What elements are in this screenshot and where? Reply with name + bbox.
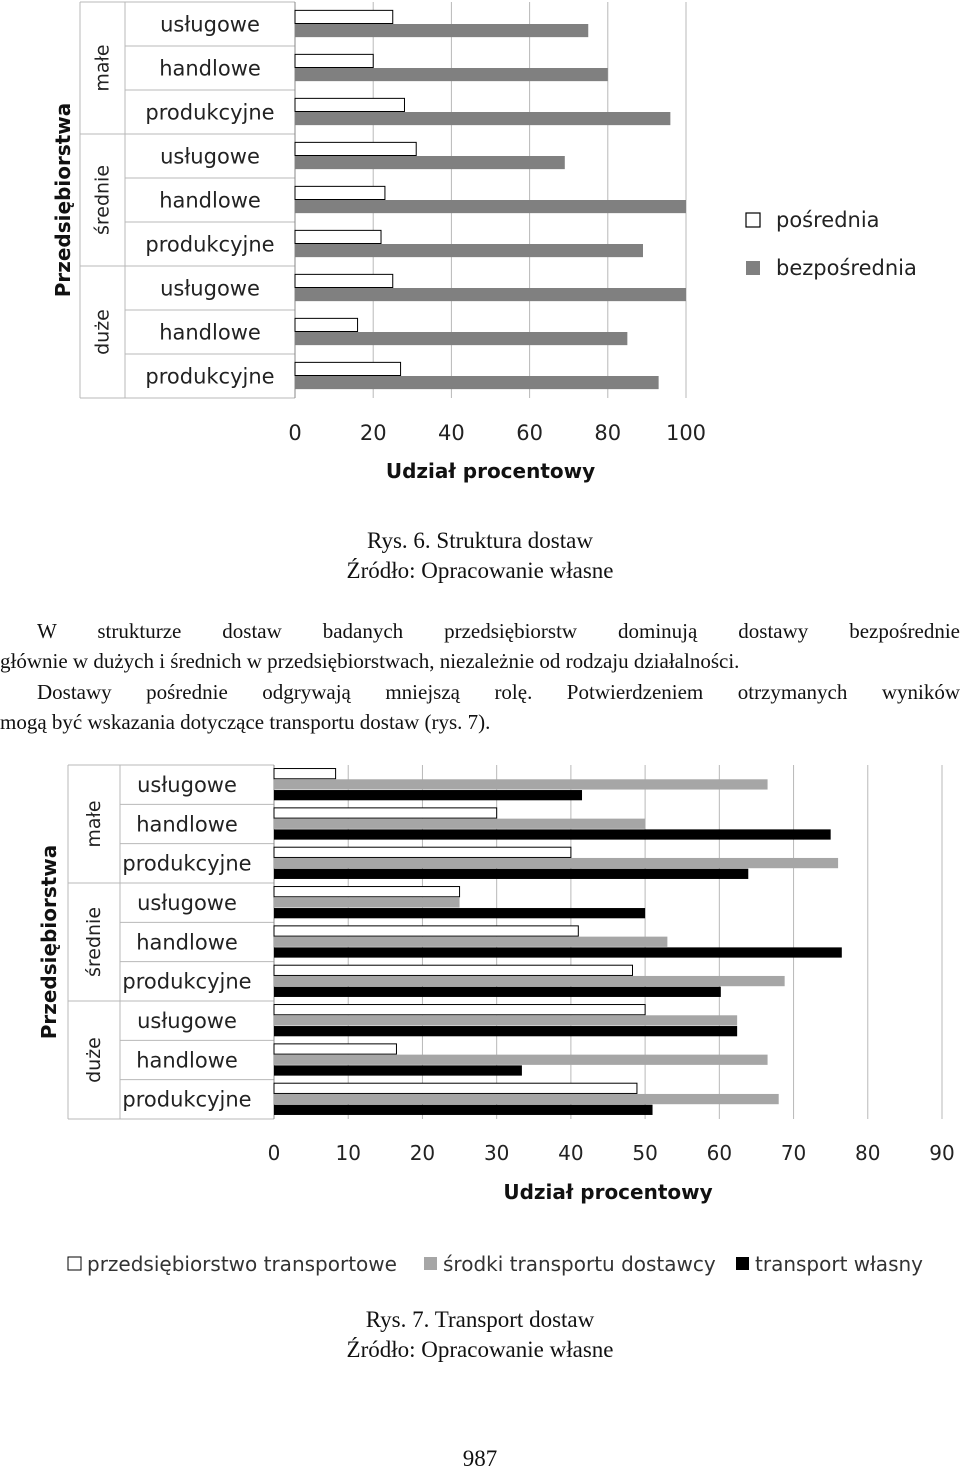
- bar-przedsiębiorstwo-transportowe: [274, 1005, 645, 1015]
- bar-przedsiębiorstwo-transportowe: [274, 1044, 396, 1054]
- bar-przedsiębiorstwo-transportowe: [274, 847, 571, 857]
- bar-przedsiębiorstwo-transportowe: [274, 926, 578, 936]
- x-tick-label: 40: [438, 421, 465, 445]
- bar-transport-własny: [274, 829, 831, 839]
- legend-swatch: [736, 1257, 749, 1270]
- category-label: usługowe: [160, 276, 260, 301]
- bar-środki-transportu-dostawcy: [274, 819, 645, 829]
- x-tick-label: 20: [359, 421, 387, 445]
- bar-środki-transportu-dostawcy: [274, 1015, 737, 1025]
- x-axis-title: Udział procentowy: [385, 459, 596, 483]
- category-label: usługowe: [137, 1009, 237, 1034]
- x-tick-label: 10: [335, 1141, 361, 1165]
- bar-bezpośrednia: [295, 112, 670, 125]
- paragraph-2: [0, 677, 960, 738]
- x-tick-label: 60: [706, 1141, 733, 1165]
- bar-przedsiębiorstwo-transportowe: [274, 965, 632, 975]
- paragraph-1: [0, 616, 960, 677]
- x-axis-title: Udział procentowy: [503, 1180, 713, 1204]
- legend-label: bezpośrednia: [776, 256, 917, 280]
- bar-bezpośrednia: [295, 376, 659, 389]
- x-tick-label: 90: [929, 1141, 955, 1165]
- bar-przedsiębiorstwo-transportowe: [274, 769, 336, 779]
- category-label: handlowe: [136, 1048, 238, 1073]
- category-label: usługowe: [160, 12, 260, 37]
- bar-bezpośrednia: [295, 332, 627, 345]
- paragraph-line: głównie w dużych i średnich w przedsiębiorstwach, niezależnie od rodzaju działalności.: [0, 649, 740, 674]
- bar-środki-transportu-dostawcy: [274, 1055, 768, 1065]
- bar-transport-własny: [274, 987, 721, 997]
- category-label: handlowe: [136, 812, 238, 837]
- category-label: usługowe: [137, 773, 237, 798]
- group-label: małe: [83, 800, 105, 848]
- bar-pośrednia: [295, 362, 401, 375]
- category-label: produkcyjne: [122, 1087, 252, 1112]
- legend-swatch: [68, 1257, 81, 1270]
- group-label: średnie: [91, 164, 114, 236]
- bar-pośrednia: [295, 54, 373, 67]
- group-label: duże: [83, 1037, 105, 1083]
- bar-transport-własny: [274, 869, 748, 879]
- figure-7-title: Rys. 7. Transport dostaw: [365, 1307, 595, 1332]
- bar-transport-własny: [274, 1105, 653, 1115]
- chart-delivery-transport: [0, 755, 960, 1300]
- category-label: usługowe: [137, 891, 237, 916]
- category-label: handlowe: [136, 930, 238, 955]
- bar-środki-transportu-dostawcy: [274, 858, 838, 868]
- bar-pośrednia: [295, 274, 393, 287]
- figure-7-caption: [0, 1305, 960, 1365]
- bar-pośrednia: [295, 186, 385, 199]
- category-label: produkcyjne: [145, 100, 275, 125]
- bar-bezpośrednia: [295, 200, 686, 213]
- bar-transport-własny: [274, 908, 645, 918]
- bar-środki-transportu-dostawcy: [274, 779, 768, 789]
- category-label: usługowe: [160, 144, 260, 169]
- legend-label: transport własny: [755, 1252, 923, 1276]
- legend: [746, 208, 917, 280]
- x-tick-label: 0: [267, 1141, 281, 1165]
- category-label: produkcyjne: [145, 232, 275, 257]
- bar-przedsiębiorstwo-transportowe: [274, 887, 460, 897]
- bar-transport-własny: [274, 947, 842, 957]
- paragraph-line: W strukturze dostaw badanych przedsiębiorstw dominują dostawy bezpośrednie: [37, 619, 960, 643]
- category-label: handlowe: [159, 320, 261, 345]
- x-tick-label: 80: [855, 1141, 881, 1165]
- bar-bezpośrednia: [295, 156, 565, 169]
- bar-przedsiębiorstwo-transportowe: [274, 1083, 637, 1093]
- bar-pośrednia: [295, 318, 358, 331]
- bar-pośrednia: [295, 98, 404, 111]
- legend-swatch: [424, 1257, 437, 1270]
- bar-środki-transportu-dostawcy: [274, 976, 785, 986]
- bar-środki-transportu-dostawcy: [274, 897, 460, 907]
- category-label: produkcyjne: [122, 969, 252, 994]
- legend-swatch: [746, 213, 760, 227]
- x-tick-label: 0: [288, 421, 302, 445]
- group-label: duże: [91, 309, 114, 355]
- bar-bezpośrednia: [295, 68, 608, 81]
- x-tick-label: 100: [665, 421, 707, 445]
- bar-pośrednia: [295, 10, 393, 23]
- bar-transport-własny: [274, 1065, 522, 1075]
- bar-transport-własny: [274, 790, 582, 800]
- x-tick-label: 40: [558, 1141, 584, 1165]
- x-tick-label: 30: [483, 1141, 510, 1165]
- bar-pośrednia: [295, 142, 416, 155]
- legend-swatch: [746, 261, 760, 275]
- chart-delivery-structure: [0, 0, 960, 500]
- paragraph-line: Dostawy pośrednie odgrywają mniejszą rolę. Potwierdzeniem otrzymanych wyników: [37, 679, 960, 704]
- legend-label: środki transportu dostawcy: [443, 1252, 716, 1276]
- legend: [68, 1252, 923, 1276]
- figure-6-caption: [0, 526, 960, 586]
- category-label: handlowe: [159, 56, 261, 81]
- group-label: małe: [91, 44, 114, 92]
- bar-bezpośrednia: [295, 244, 643, 257]
- category-label: produkcyjne: [122, 851, 252, 876]
- category-label: handlowe: [159, 188, 261, 213]
- bar-przedsiębiorstwo-transportowe: [274, 808, 497, 818]
- x-tick-label: 70: [780, 1141, 807, 1165]
- body-text: [0, 616, 960, 737]
- figure-6-source: Źródło: Opracowanie własne: [346, 558, 614, 583]
- bar-pośrednia: [295, 230, 381, 243]
- category-label: produkcyjne: [145, 364, 275, 389]
- figure-6-title: Rys. 6. Struktura dostaw: [367, 528, 593, 553]
- bar-transport-własny: [274, 1026, 737, 1036]
- bar-bezpośrednia: [295, 288, 686, 301]
- group-label: średnie: [83, 906, 105, 978]
- x-tick-label: 50: [632, 1141, 658, 1165]
- legend-label: przedsiębiorstwo transportowe: [87, 1252, 397, 1276]
- bar-środki-transportu-dostawcy: [274, 1094, 779, 1104]
- x-tick-label: 60: [516, 421, 543, 445]
- paragraph-line: mogą być wskazania dotyczące transportu dostaw (rys. 7).: [0, 709, 491, 734]
- x-tick-label: 80: [594, 421, 622, 445]
- figure-7-source: Źródło: Opracowanie własne: [346, 1337, 614, 1362]
- legend-label: pośrednia: [776, 208, 880, 232]
- bar-środki-transportu-dostawcy: [274, 937, 667, 947]
- page-number: 987: [462, 1446, 498, 1471]
- y-axis-title: Przedsiębiorstwa: [51, 102, 75, 298]
- bar-bezpośrednia: [295, 24, 588, 37]
- y-axis-title: Przedsiębiorstwa: [37, 844, 61, 1040]
- x-tick-label: 20: [409, 1141, 436, 1165]
